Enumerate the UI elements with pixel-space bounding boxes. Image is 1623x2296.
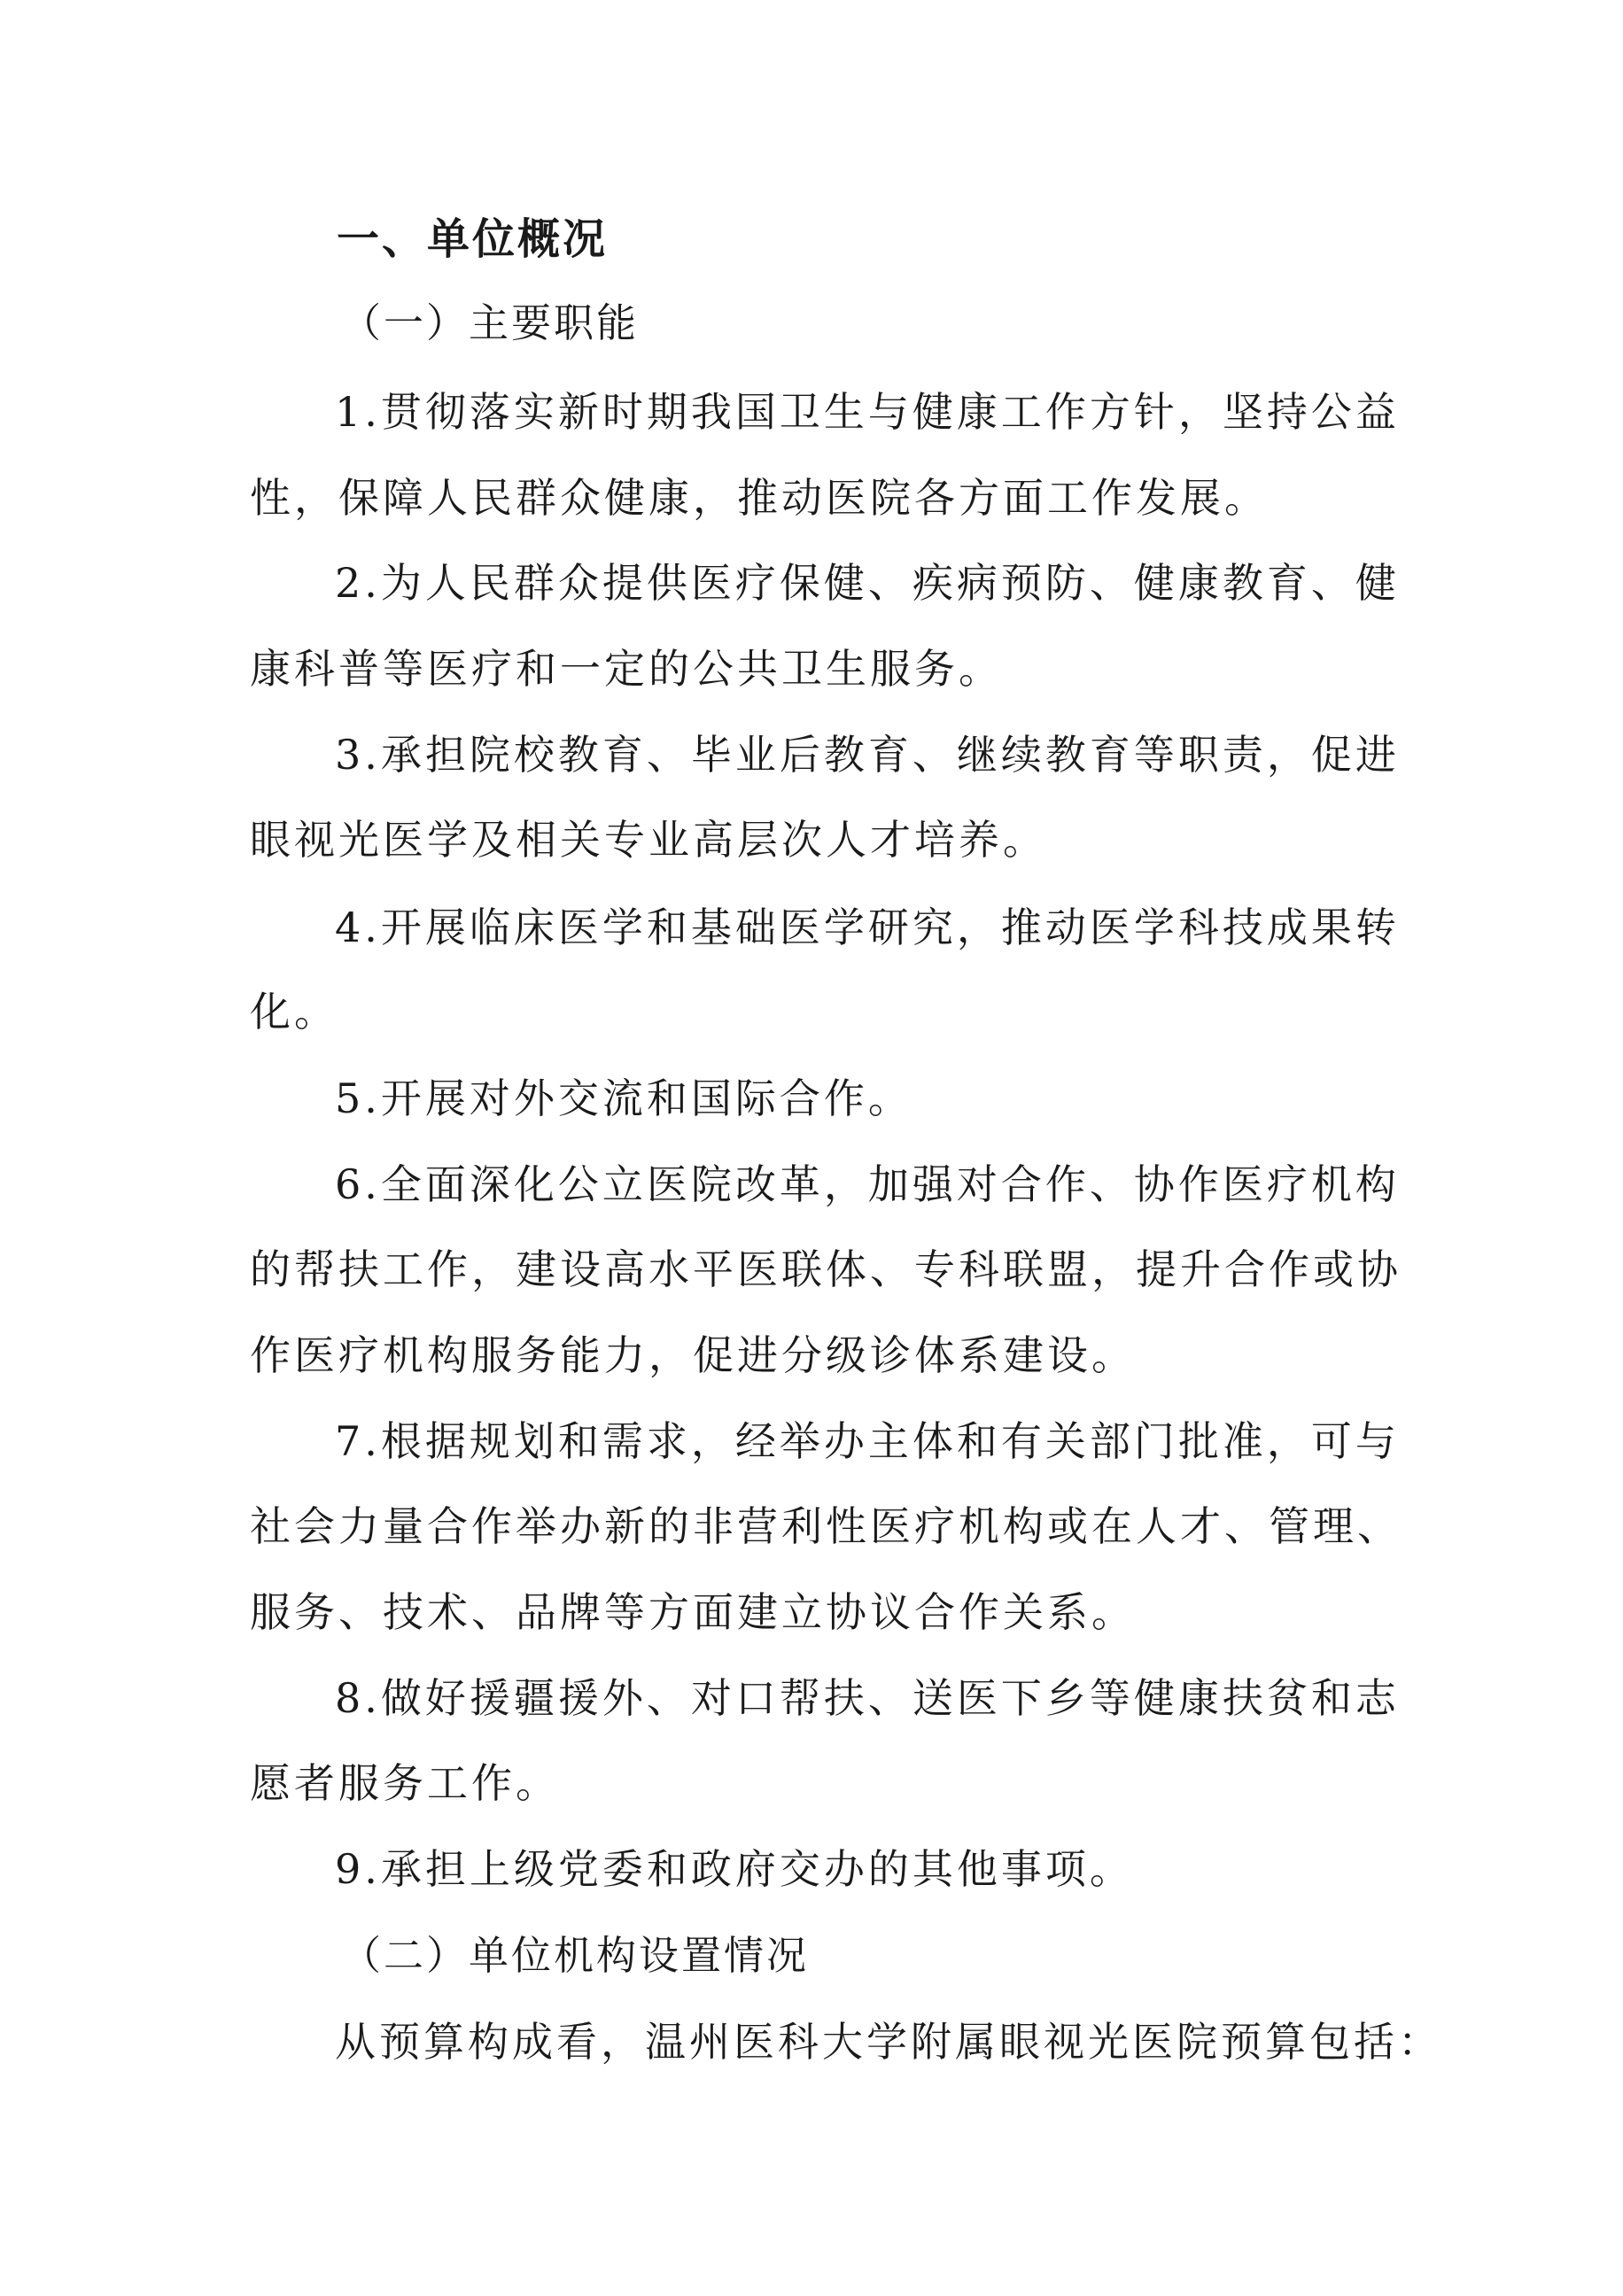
function-item-6-line-1: 6.全面深化公立医院改革，加强对合作、协作医疗机构 (335, 1160, 1400, 1208)
subsection-title-main-functions: （一）主要职能 (341, 299, 640, 346)
function-item-6-line-3: 作医疗机构服务能力，促进分级诊体系建设。 (250, 1331, 1136, 1379)
function-item-7-line-2: 社会力量合作举办新的非营利性医疗机构或在人才、管理、 (250, 1502, 1402, 1550)
function-item-8-line-2: 愿者服务工作。 (250, 1759, 560, 1807)
function-item-5-line-1: 5.开展对外交流和国际合作。 (335, 1074, 912, 1122)
budget-composition-paragraph: 从预算构成看，温州医科大学附属眼视光医院预算包括： (335, 2018, 1442, 2066)
function-item-1-line-1: 1.贯彻落实新时期我国卫生与健康工作方针，坚持公益 (335, 388, 1400, 436)
subsection-title-org-structure: （二）单位机构设置情况 (341, 1932, 810, 1979)
function-item-8-line-1: 8.做好援疆援外、对口帮扶、送医下乡等健康扶贫和志 (335, 1674, 1400, 1722)
function-item-9-line-1: 9.承担上级党委和政府交办的其他事项。 (335, 1845, 1134, 1893)
function-item-7-line-1: 7.根据规划和需求，经举办主体和有关部门批准，可与 (335, 1417, 1400, 1465)
section-heading: 一、单位概况 (337, 214, 609, 264)
function-item-6-line-2: 的帮扶工作，建设高水平医联体、专科联盟，提升合作或协 (250, 1245, 1402, 1293)
function-item-3-line-2: 眼视光医学及相关专业高层次人才培养。 (250, 816, 1047, 864)
function-item-7-line-3: 服务、技术、品牌等方面建立协议合作关系。 (250, 1588, 1136, 1636)
function-item-2-line-1: 2.为人民群众提供医疗保健、疾病预防、健康教育、健 (335, 559, 1400, 607)
function-item-1-line-2: 性，保障人民群众健康，推动医院各方面工作发展。 (250, 474, 1269, 522)
function-item-4-line-1: 4.开展临床医学和基础医学研究，推动医学科技成果转 (335, 904, 1400, 951)
function-item-2-line-2: 康科普等医疗和一定的公共卫生服务。 (250, 645, 1003, 693)
function-item-3-line-1: 3.承担院校教育、毕业后教育、继续教育等职责，促进 (335, 731, 1400, 779)
function-item-4-line-2: 化。 (250, 988, 338, 1036)
